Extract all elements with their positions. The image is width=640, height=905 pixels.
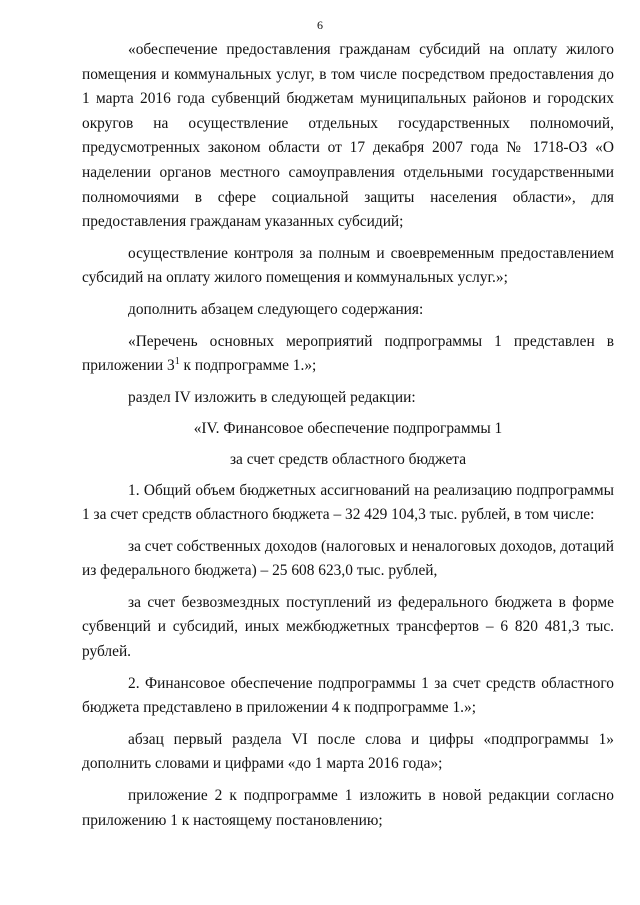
paragraph-federal-transfers: за счет безвозмездных поступлений из федерального бюджета в форме субвенций и субсидий, иных межбюджетных трансфертов – 6 820 481,3 тыс. рублей. <box>82 593 614 661</box>
document-body <box>82 38 614 840</box>
paragraph-own-revenues: за счет собственных доходов (налоговых и неналоговых доходов, дотаций из федерального бюджета) – 25 608 623,0 тыс. рублей, <box>82 537 614 580</box>
paragraph-list-text-after: к подпрограмме 1.»; <box>179 357 317 375</box>
paragraph-section-vi: абзац первый раздела VI после слова и цифры «подпрограммы 1» дополнить словами и цифрами «до 1 марта 2016 года»; <box>82 730 614 773</box>
section-heading-line-1: «IV. Финансовое обеспечение подпрограммы 1 <box>193 420 503 438</box>
paragraph-total-volume: 1. Общий объем бюджетных ассигнований на реализацию подпрограммы 1 за счет средств областного бюджета – 32 429 104,3 тыс. рублей, в том числе: <box>82 481 614 524</box>
paragraph-add-abzac: дополнить абзацем следующего содержания: <box>128 300 424 318</box>
section-heading-line-2: за счет средств областного бюджета <box>229 450 467 468</box>
paragraph-list-of-measures <box>82 330 614 379</box>
page-number: 6 <box>317 18 323 32</box>
paragraph-appendix-2: приложение 2 к подпрограмме 1 изложить в новой редакции согласно приложению 1 к настоящему постановлению; <box>82 787 614 829</box>
paragraph-control: осуществление контроля за полным и своевременным предоставлением субсидий на оплату жилого помещения и коммунальных услуг.»; <box>82 244 614 287</box>
paragraph-subsidy-provision: «обеспечение предоставления гражданам субсидий на оплату жилого помещения и коммунальных услуг, в том числе посредством предоставления до 1 марта 2016 года субвенций бюджетам муниципальных районов и городских округов на осуществление отдельных государственных полномочий, предусмотренных законом области от 17 декабря 2007 года № 1718-ОЗ «О наделении органов местного самоуправления отдельными государственными полномочиями в сфере социальной защиты населения области», для предоставления гражданам указанных субсидий; <box>82 41 614 231</box>
superscript-one: 1 <box>174 356 180 367</box>
paragraph-section-iv: раздел IV изложить в следующей редакции: <box>128 388 416 406</box>
paragraph-list-text-before: «Перечень основных мероприятий подпрограммы 1 представлен в приложении 3 <box>82 332 614 375</box>
paragraph-financial-support: 2. Финансовое обеспечение подпрограммы 1 за счет средств областного бюджета представлено в приложении 4 к подпрограмме 1.»; <box>82 674 614 717</box>
